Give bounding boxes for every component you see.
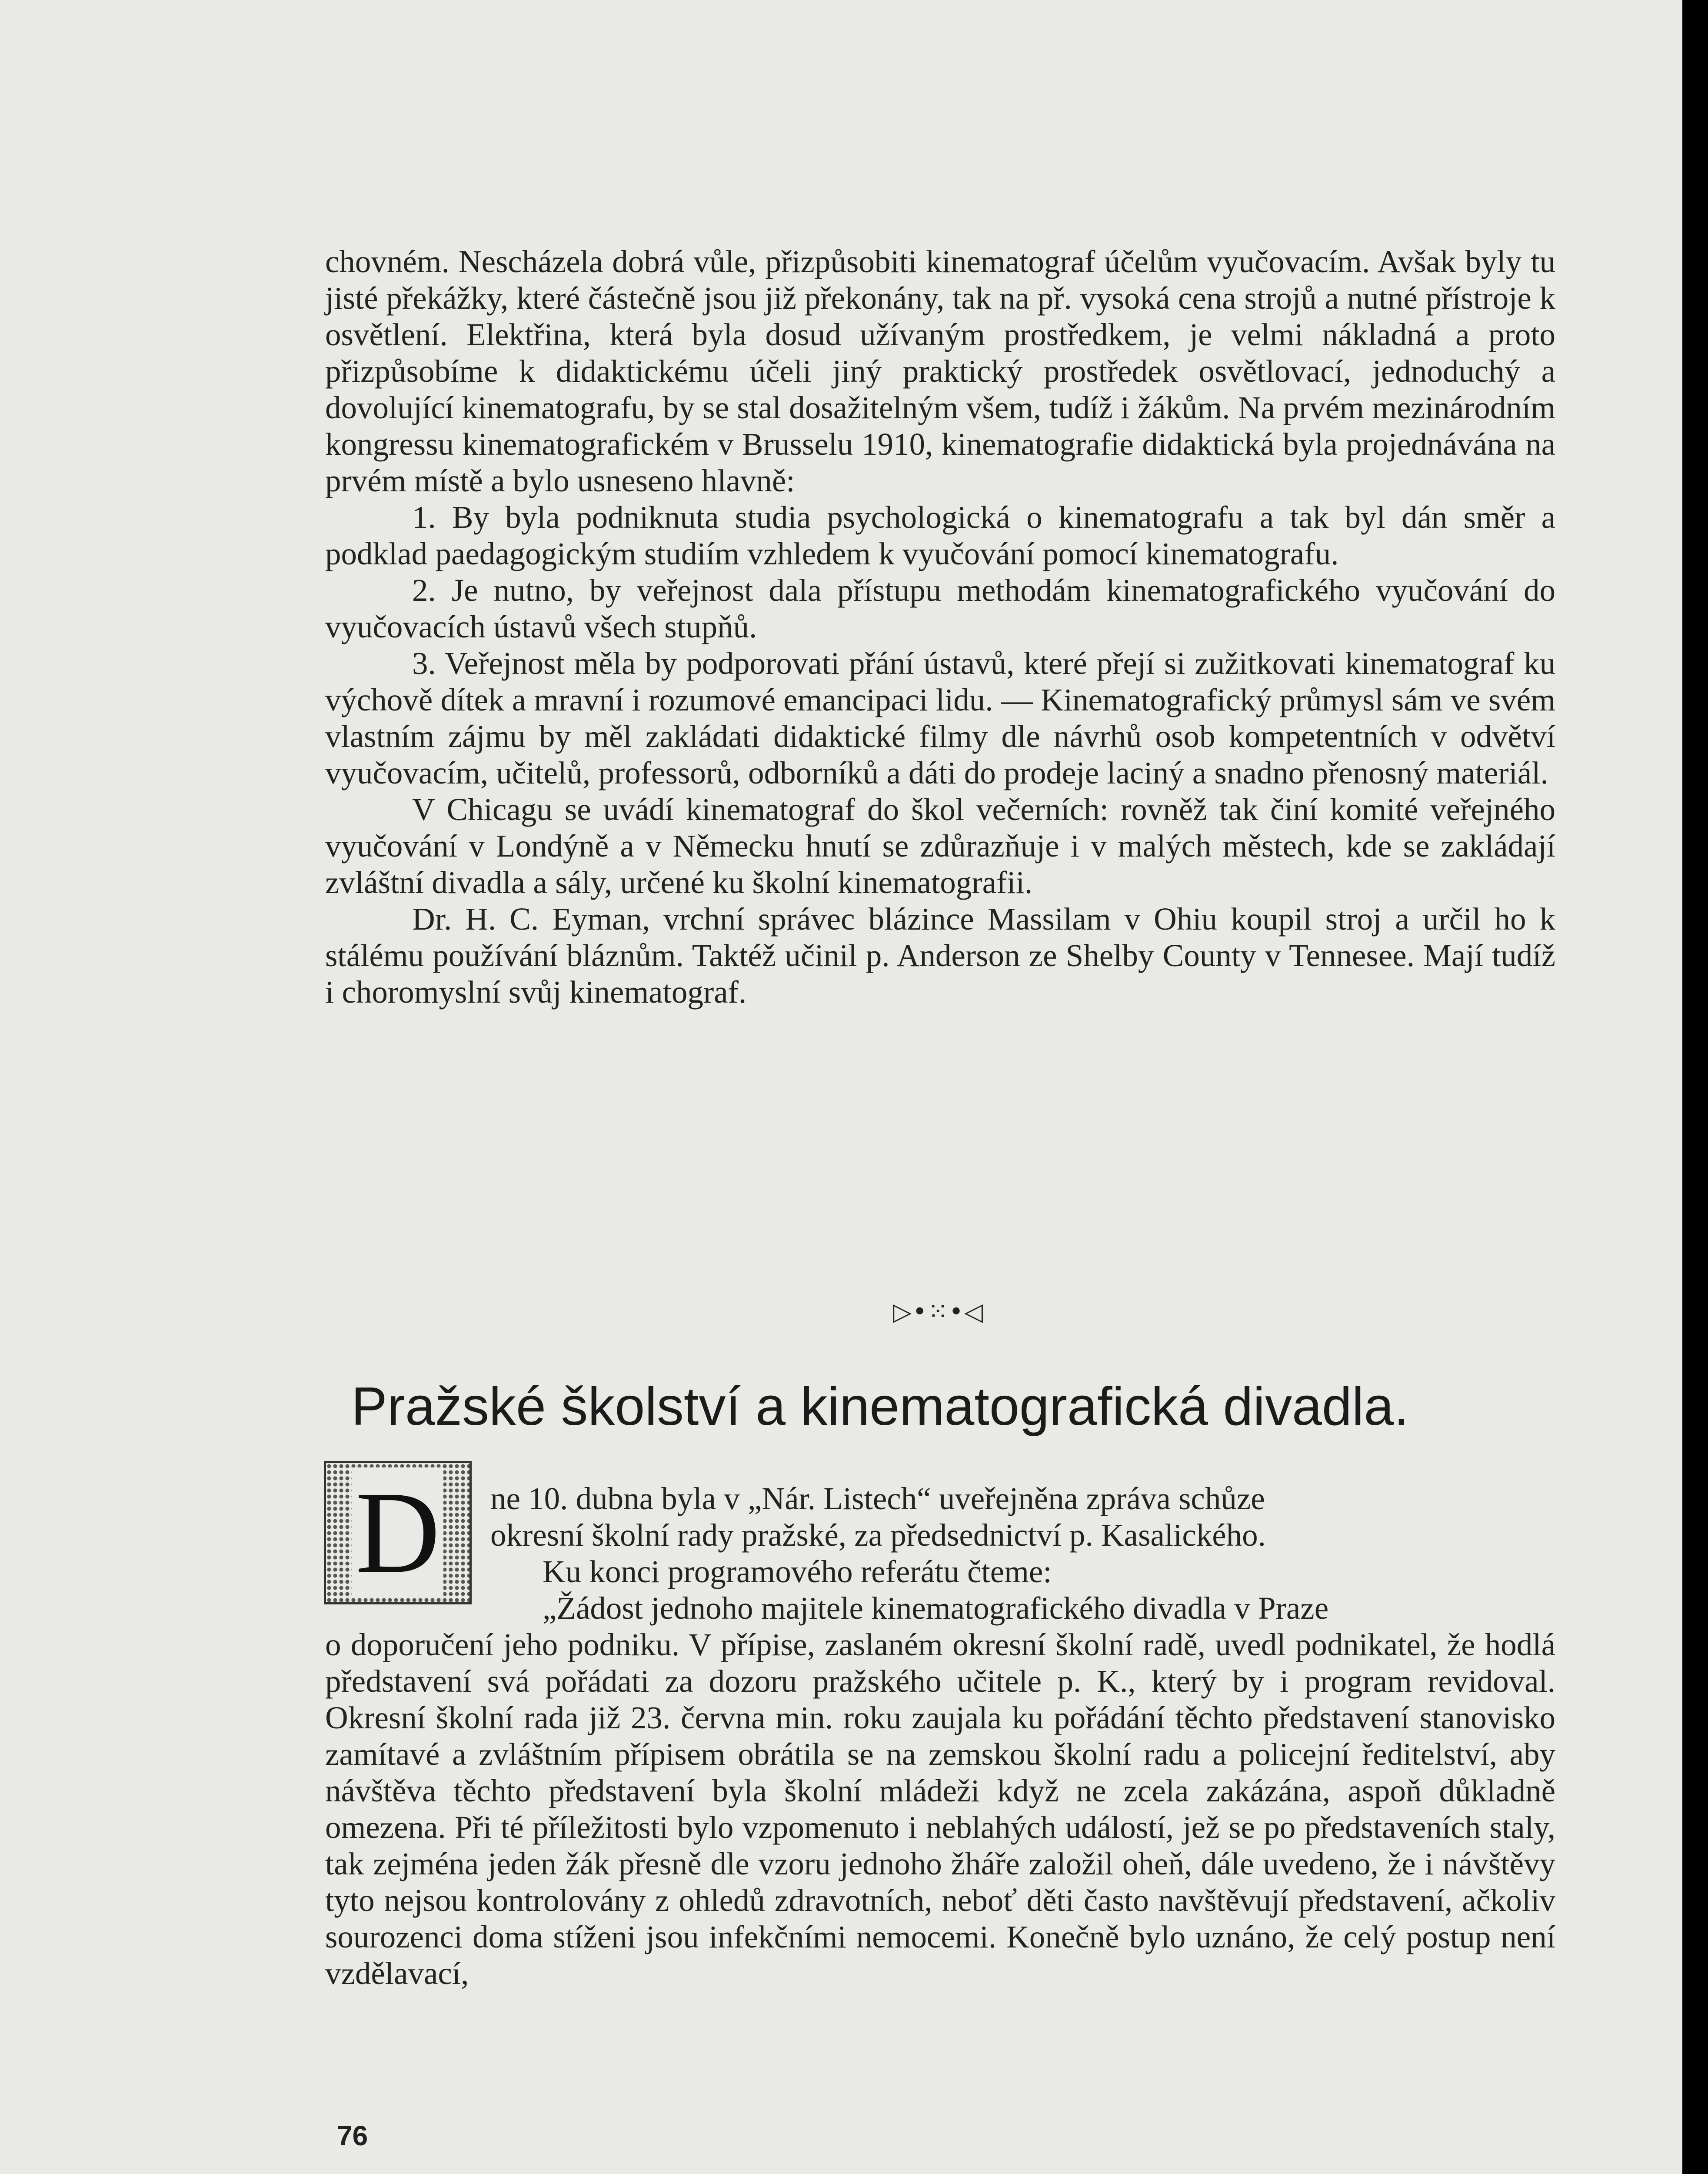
paragraph-point-3: 3. Veřejnost měla by podporovati přání ústavů, které přejí si zužitkovati kinematograf ku výchově dítek a mravní i rozumové emancipaci lidu. — Kinematografický průmysl sám ve svém vlastním zájmu by měl zakládati didaktické filmy dle návrhů osob kompetentních v odvětví vyučovacím, učitelů, professorů, odborníků a dáti do prodeje laciný a snadno přenosný materiál.: [325, 646, 1555, 790]
paragraph-eyman: Dr. H. C. Eyman, vrchní správec blázince Massilam v Ohiu koupil stroj a určil ho k stálému používání bláznům. Taktéž učinil p. Anderson ze Shelby County v Tennesee. Mají tudíž i choromyslní svůj kinematograf.: [325, 901, 1555, 1010]
drop-cap-letter: D: [352, 1467, 443, 1598]
paragraph-point-1: 1. By byla podniknuta studia psychologická o kinematografu a tak byl dán směr a podklad paedagogickým studiím vzhledem k vyučování pomocí kinematografu.: [325, 500, 1555, 571]
paragraph-chicago: V Chicagu se uvádí kinematograf do škol večerních: rovněž tak činí komité veřejného vyučování v Londýně a v Německu hnutí se zdůrazňuje i v malých městech, kde se zakládají zvláštní divadla a sály, určené ku školní kinematografii.: [325, 792, 1555, 900]
section-paragraph-rest: o doporučení jeho podniku. V přípise, zaslaném okresní školní radě, uvedl podnikatel, že hodlá představení svá pořádati za dozoru pražského učitele p. K., který by i program revidoval. Okresní školní rada již 23. června min. roku zaujala ku pořádání těchto představení stanovisko zamítavé a zvláštním přípisem obrátila se na zemskou školní radu a policejní ředitelství, aby návštěva těchto představení byla školní mládeži když ne zcela zakázána, aspoň důkladně omezena. Při té příležitosti bylo vzpomenuto i neblahých událostí, jež se po představeních staly, tak zejména jeden žák přesně dle vzoru jednoho žháře založil oheň, dále uvedeno, že i návštěvy tyto nejsou kontrolovány z ohledů zdravotních, neboť děti často navštěvují představení, ačkoliv sourozenci doma stíženi jsou infekčními nemocemi. Konečně bylo uznáno, že celý postup není vzdělavací,: [325, 1627, 1555, 1991]
section-title: Pražské školství a kinematografická divadla.: [351, 1377, 1409, 1437]
section-line-1: ne 10. dubna byla v „Nár. Listech“ uveřejněna zpráva schůze: [490, 1481, 1265, 1516]
section-body: [325, 1480, 1555, 1992]
paragraph-point-2: 2. Je nutno, by veřejnost dala přístupu methodám kinematografického vyučování do vyučovacích ústavů všech stupňů.: [325, 573, 1555, 644]
section-divider-ornament: ▷•⁙•◁: [893, 1298, 984, 1326]
article-continuation: [325, 243, 1555, 1010]
section-line-3: Ku konci programového referátu čteme:: [543, 1554, 1052, 1589]
section-line-4: „Žádost jednoho majitele kinematografického divadla v Praze: [543, 1590, 1329, 1626]
section-line-2: okresní školní rady pražské, za předsednictví p. Kasalického.: [490, 1517, 1266, 1553]
paragraph-intro: chovném. Nescházela dobrá vůle, přizpůsobiti kinematograf účelům vyučovacím. Avšak byly tu jisté překážky, které částečně jsou již překonány, tak na př. vysoká cena strojů a nutné přístroje k osvětlení. Elektřina, která byla dosud užívaným prostředkem, je velmi nákladná a proto přizpůsobíme k didaktickému účeli jiný praktický prostředek osvětlovací, jednoduchý a dovolující kinematografu, by se stal dosažitelným všem, tudíž i žákům. Na prvém mezinárodním kongressu kinematografickém v Brusselu 1910, kinematografie didaktická byla projednávána na prvém místě a bylo usneseno hlavně:: [325, 244, 1555, 498]
page-number: 76: [337, 2120, 368, 2151]
